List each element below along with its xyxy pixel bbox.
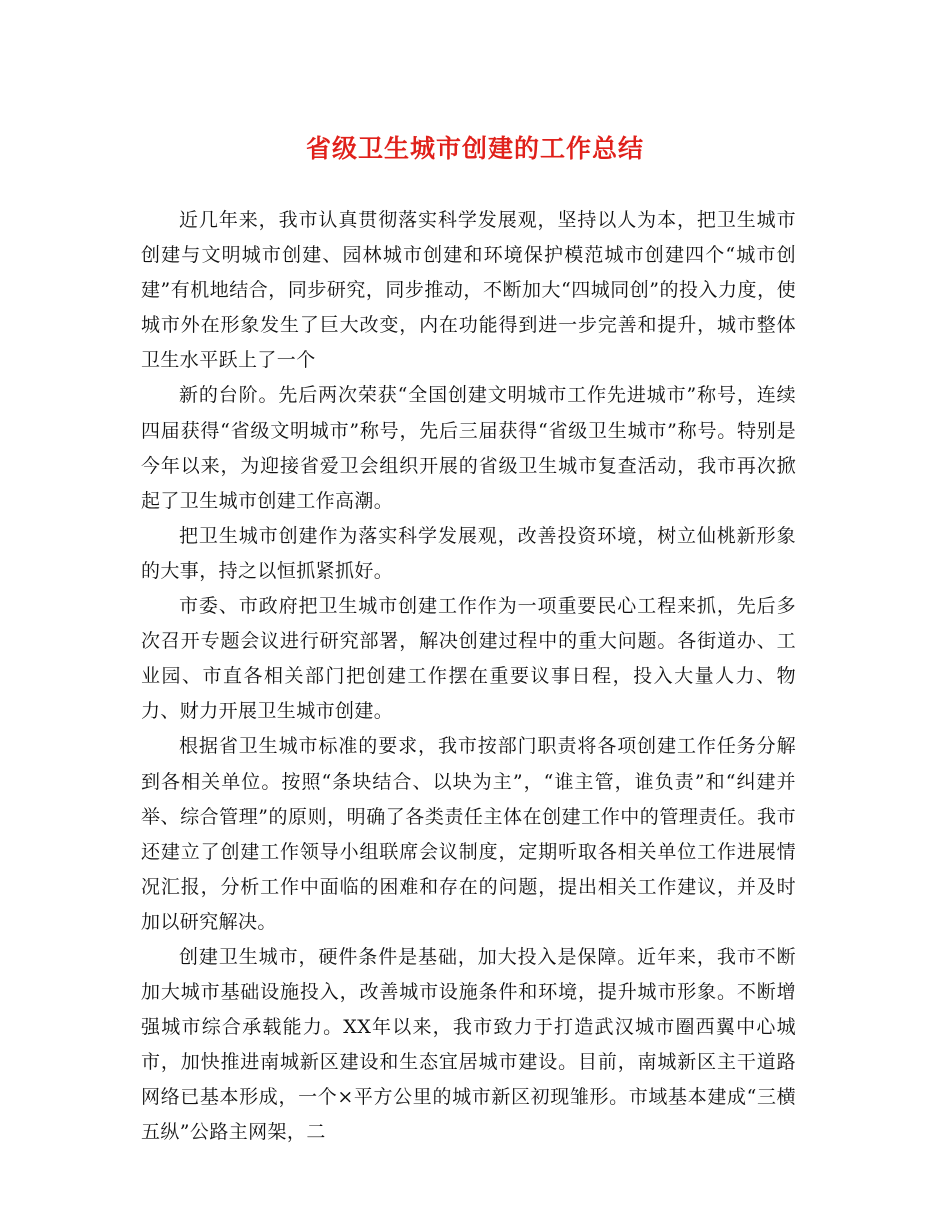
paragraph: 近几年来，我市认真贯彻落实科学发展观，坚持以人为本，把卫生城市创建与文明城市创建、园林城市创建和环境保护模范城市创建四个“城市创建”有机地结合，同步研究，同步推动，不断加大“四城同创”的投入力度，使城市外在形象发生了巨大改变，内在功能得到进一步完善和提升，城市整体卫生水平跃上了一个 [141, 209, 796, 372]
paragraph: 把卫生城市创建作为落实科学发展观，改善投资环境，树立仙桃新形象的大事，持之以恒抓紧抓好。 [141, 524, 796, 582]
paragraph: 根据省卫生城市标准的要求，我市按部门职责将各项创建工作任务分解到各相关单位。按照“条块结合、以块为主”，“谁主管，谁负责”和“纠建并举、综合管理”的原则，明确了各类责任主体在创建工作中的管理责任。我市还建立了创建工作领导小组联席会议制度，定期听取各相关单位工作进展情况汇报，分析工作中面临的困难和存在的问题，提出相关工作建议，并及时加以研究解决。 [141, 735, 796, 933]
paragraph: 新的台阶。先后两次荣获“全国创建文明城市工作先进城市”称号，连续四届获得“省级文明城市”称号，先后三届获得“省级卫生城市”称号。特别是今年以来，为迎接省爱卫会组织开展的省级卫生城市复查活动，我市再次掀起了卫生城市创建工作高潮。 [141, 384, 796, 512]
document-title: 省级卫生城市创建的工作总结 [305, 134, 644, 163]
document-body [141, 203, 796, 1151]
paragraph: 创建卫生城市，硬件条件是基础，加大投入是保障。近年来，我市不断加大城市基础设施投入，改善城市设施条件和环境，提升城市形象。不断增强城市综合承载能力。XX年以来，我市致力于打造武汉城市圈西翼中心城市，加快推进南城新区建设和生态宜居城市建设。目前，南城新区主干道路网络已基本形成，一个×平方公里的城市新区初现雏形。市域基本建成“三横五纵”公路主网架，二 [141, 945, 796, 1144]
paragraph: 市委、市政府把卫生城市创建工作作为一项重要民心工程来抓，先后多次召开专题会议进行研究部署，解决创建过程中的重大问题。各街道办、工业园、市直各相关部门把创建工作摆在重要议事日程，投入大量人力、物力、财力开展卫生城市创建。 [141, 595, 796, 723]
